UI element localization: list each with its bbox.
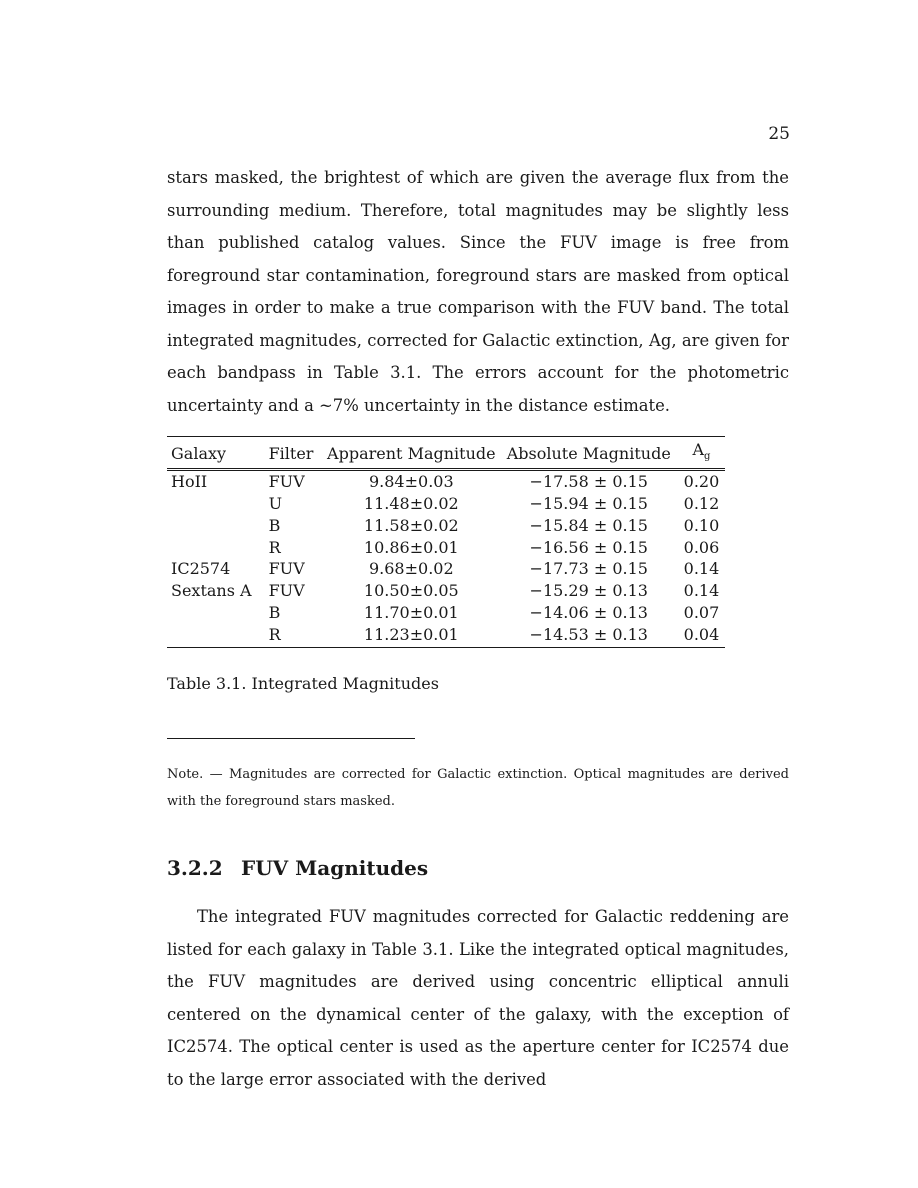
- body-paragraph-1: stars masked, the brightest of which are given the average flux from the surrounding medium. Therefore, total magnitudes may be slightly less than published catalog values. Since the FUV image is free from foreground star contamination, foreground stars are masked from optical images in order to make a true comparison with the FUV band. The total integrated magnitudes, corrected for Galactic extinction, Ag, are given for each bandpass in Table 3.1. The errors account for the photometric uncertainty and a ~7% uncertainty in the distance estimate.: [167, 168, 789, 415]
- cell-absolute: −14.06 ± 0.13: [529, 602, 648, 622]
- cell-filter: FUV: [268, 581, 305, 601]
- cell-apparent: 10.50±0.05: [363, 581, 459, 601]
- header-filter: Filter: [265, 437, 323, 470]
- cell-ag: 0.20: [683, 472, 720, 492]
- cell-apparent: 11.58±0.02: [363, 515, 459, 535]
- cell-galaxy: Sextans A: [171, 581, 252, 601]
- header-ag-main: A: [692, 440, 705, 459]
- cell-apparent: 11.70±0.01: [363, 602, 459, 622]
- cell-galaxy: [167, 493, 265, 515]
- header-apparent-magnitude: Apparent Magnitude: [323, 437, 500, 470]
- section-heading: [167, 856, 428, 880]
- cell-filter: FUV: [268, 472, 305, 492]
- header-absolute-magnitude: Absolute Magnitude: [500, 437, 678, 470]
- table-row: [167, 515, 725, 537]
- cell-ag: 0.04: [678, 624, 725, 647]
- cell-ag: 0.06: [683, 537, 720, 557]
- cell-absolute: −15.29 ± 0.13: [529, 581, 648, 601]
- footnote-divider: [167, 738, 415, 739]
- cell-apparent: 9.68±0.02: [368, 559, 454, 579]
- cell-ag: 0.07: [683, 602, 720, 622]
- cell-absolute: −17.73 ± 0.15: [529, 559, 648, 579]
- body-paragraph-2: The integrated FUV magnitudes corrected for Galactic reddening are listed for each galaxy in Table 3.1. Like the integrated optical magnitudes, the FUV magnitudes are derived using concentric elliptical annuli centered on the dynamical center of the galaxy, with the exception of IC2574. The optical center is used as the aperture center for IC2574 due to the large error associated with the derived: [167, 907, 789, 1089]
- table-caption: Table 3.1. Integrated Magnitudes: [167, 674, 439, 693]
- table-header-row: [167, 437, 725, 470]
- cell-apparent: 9.84±0.03: [368, 472, 454, 492]
- cell-galaxy: [167, 624, 265, 647]
- cell-ag: 0.14: [683, 581, 720, 601]
- cell-absolute: −16.56 ± 0.15: [529, 537, 648, 557]
- cell-ag: 0.12: [683, 493, 720, 513]
- page-number: 25: [768, 124, 790, 144]
- magnitudes-table-container: [167, 436, 725, 648]
- header-ag: [678, 437, 725, 470]
- section-title: FUV Magnitudes: [241, 856, 429, 880]
- magnitudes-table: [167, 436, 725, 648]
- cell-absolute: −15.94 ± 0.15: [529, 493, 648, 513]
- cell-galaxy: [167, 515, 265, 537]
- cell-galaxy: [167, 602, 265, 624]
- section-number: 3.2.2: [167, 856, 223, 880]
- table-row: [167, 470, 725, 493]
- cell-filter: B: [268, 602, 281, 622]
- cell-apparent: 11.23±0.01: [323, 624, 500, 647]
- table-row: [167, 602, 725, 624]
- table-row: [167, 624, 725, 647]
- cell-absolute: −15.84 ± 0.15: [529, 515, 648, 535]
- cell-absolute: −14.53 ± 0.13: [500, 624, 678, 647]
- header-galaxy: Galaxy: [167, 437, 265, 470]
- table-row: [167, 558, 725, 580]
- cell-filter: R: [268, 537, 281, 557]
- cell-filter: R: [265, 624, 323, 647]
- table-row: [167, 580, 725, 602]
- cell-galaxy: [167, 537, 265, 559]
- cell-filter: B: [268, 515, 281, 535]
- cell-absolute: −17.58 ± 0.15: [529, 472, 648, 492]
- cell-apparent: 10.86±0.01: [363, 537, 459, 557]
- cell-galaxy: IC2574: [171, 559, 231, 579]
- cell-filter: FUV: [268, 559, 305, 579]
- cell-ag: 0.14: [683, 559, 720, 579]
- cell-filter: U: [268, 493, 283, 513]
- table-note: Note. — Magnitudes are corrected for Galactic extinction. Optical magnitudes are derived with the foreground stars masked.: [167, 767, 789, 809]
- table-row: [167, 493, 725, 515]
- table-row: [167, 537, 725, 559]
- header-ag-sub: g: [704, 451, 711, 463]
- cell-galaxy: HoII: [171, 472, 208, 492]
- cell-apparent: 11.48±0.02: [363, 493, 459, 513]
- cell-ag: 0.10: [683, 515, 720, 535]
